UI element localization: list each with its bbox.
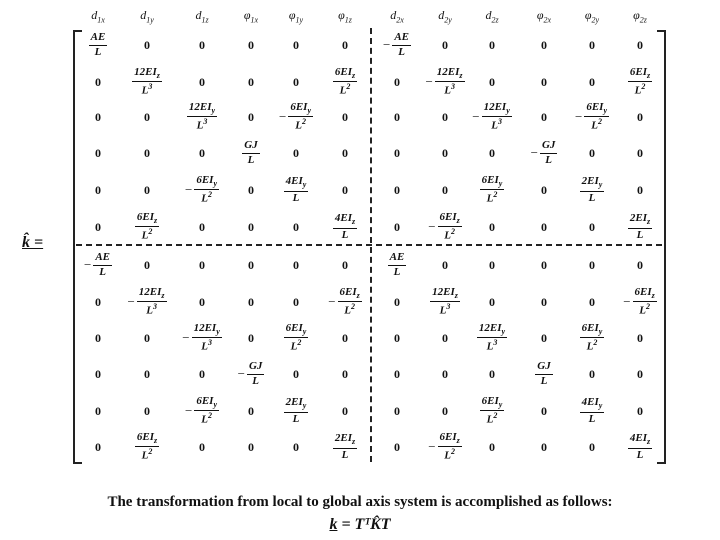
matrix-entry: 0 (541, 74, 547, 89)
matrix-entry: 0 (95, 109, 101, 124)
column-header: $d_{1z}$ (195, 8, 209, 25)
matrix-entry: 0 (199, 366, 205, 381)
column-header: $\varphi_{2x}$ (536, 8, 552, 25)
matrix-entry: 0 (144, 109, 150, 124)
matrix-entry: 0 (541, 182, 547, 197)
matrix-entry: 0 (589, 366, 595, 381)
matrix-entry: 0 (394, 182, 400, 197)
column-header: $d_{1y}$ (140, 8, 154, 25)
matrix-entry: − $\frac{12EI_y}{L^3}$ (472, 100, 510, 132)
matrix-entry: 0 (144, 182, 150, 197)
matrix-entry: 0 (342, 145, 348, 160)
equation-lhs: k (329, 516, 338, 533)
matrix-entry: 0 (589, 74, 595, 89)
matrix-entry: $\frac{12EI_z}{L^3}$ (134, 65, 160, 97)
matrix-entry: 0 (144, 37, 150, 52)
matrix-entry: 0 (248, 439, 254, 454)
matrix-entry: $\frac{4EI_y}{L}$ (581, 395, 603, 425)
matrix-entry: 0 (442, 257, 448, 272)
equation-rhs: = TᵀK̂T (341, 516, 391, 533)
matrix-entry: 0 (394, 74, 400, 89)
matrix-entry: $\frac{6EI_z}{L^2}$ (136, 430, 158, 462)
matrix-entry: 0 (589, 294, 595, 309)
matrix-entry: 0 (199, 37, 205, 52)
matrix-entry: 0 (394, 330, 400, 345)
matrix-entry: − $\frac{6EI_z}{L^2}$ (623, 285, 655, 317)
matrix-entry: $\frac{12EI_y}{L^3}$ (478, 321, 506, 353)
matrix-label: k̂ = (22, 234, 44, 251)
matrix-entry: 0 (541, 439, 547, 454)
matrix-entry: 0 (589, 219, 595, 234)
matrix-entry: $\frac{6EI_y}{L^2}$ (581, 321, 603, 353)
matrix-entry: 0 (394, 294, 400, 309)
matrix-entry: 0 (199, 74, 205, 89)
matrix-entry: 0 (342, 403, 348, 418)
matrix-entry: $\frac{4EI_y}{L}$ (285, 174, 307, 204)
matrix-entry: 0 (394, 219, 400, 234)
column-header: $d_{2z}$ (485, 8, 499, 25)
matrix-entry: $\frac{2EI_z}{L}$ (334, 431, 356, 461)
matrix-entry: 0 (637, 182, 643, 197)
matrix-entry: 0 (95, 74, 101, 89)
matrix-entry: 0 (637, 330, 643, 345)
matrix-entry: − $\frac{12EI_y}{L^3}$ (182, 321, 220, 353)
column-header: $d_{2x}$ (390, 8, 404, 25)
matrix-entry: 0 (489, 366, 495, 381)
matrix-entry: − $\frac{6EI_y}{L^2}$ (574, 100, 608, 132)
matrix-entry: 0 (637, 145, 643, 160)
matrix-entry: 0 (541, 330, 547, 345)
matrix-entry: 0 (342, 257, 348, 272)
matrix-entry: − $\frac{6EI_y}{L^2}$ (278, 100, 312, 132)
matrix-entry: 0 (342, 330, 348, 345)
matrix-entry: 0 (637, 37, 643, 52)
matrix-entry: 0 (541, 109, 547, 124)
matrix-entry: 0 (589, 439, 595, 454)
matrix-entry: $\frac{12EI_z}{L^3}$ (432, 285, 458, 317)
matrix-entry: 0 (144, 366, 150, 381)
matrix-entry: 0 (293, 294, 299, 309)
matrix-entry: $\frac{GJ}{L}$ (537, 359, 551, 387)
matrix-entry: 0 (442, 330, 448, 345)
matrix-entry: 0 (637, 366, 643, 381)
matrix-entry: 0 (95, 403, 101, 418)
matrix-entry: 0 (248, 109, 254, 124)
matrix-entry: 0 (144, 403, 150, 418)
matrix-entry: 0 (293, 439, 299, 454)
matrix-entry: $\frac{2EI_y}{L}$ (285, 395, 307, 425)
matrix-entry: $\frac{12EI_y}{L^3}$ (188, 100, 216, 132)
matrix-entry: 0 (248, 294, 254, 309)
matrix-entry: 0 (293, 74, 299, 89)
column-header: $d_{1x}$ (91, 8, 105, 25)
matrix-entry: 0 (293, 37, 299, 52)
matrix-entry: 0 (95, 294, 101, 309)
matrix-entry: 0 (541, 219, 547, 234)
matrix-entry: 0 (442, 182, 448, 197)
matrix-entry: 0 (199, 145, 205, 160)
matrix-entry: 0 (541, 294, 547, 309)
matrix-entry: − $\frac{6EI_z}{L^2}$ (328, 285, 360, 317)
matrix-entry: 0 (199, 294, 205, 309)
matrix-entry: 0 (248, 403, 254, 418)
matrix-entry: 0 (489, 439, 495, 454)
matrix-entry: $\frac{6EI_z}{L^2}$ (334, 65, 356, 97)
matrix-entry: 0 (394, 439, 400, 454)
matrix-entry: 0 (442, 403, 448, 418)
matrix-entry: 0 (589, 37, 595, 52)
matrix-entry: 0 (144, 257, 150, 272)
matrix-entry: 0 (95, 182, 101, 197)
matrix-entry: 0 (293, 219, 299, 234)
matrix-entry: 0 (442, 145, 448, 160)
matrix-entry: 0 (95, 366, 101, 381)
matrix-entry: 0 (95, 330, 101, 345)
matrix-entry: $\frac{6EI_z}{L^2}$ (136, 210, 158, 242)
matrix-entry: 0 (248, 182, 254, 197)
matrix-entry: $\frac{2EI_y}{L}$ (581, 174, 603, 204)
matrix-entry: 0 (95, 219, 101, 234)
matrix-entry: 0 (394, 145, 400, 160)
matrix-entry: 0 (442, 366, 448, 381)
matrix-entry: 0 (541, 403, 547, 418)
matrix-entry: − $\frac{12EI_z}{L^3}$ (127, 285, 165, 317)
matrix-entry: 0 (541, 257, 547, 272)
matrix-entry: − $\frac{GJ}{L}$ (530, 138, 556, 166)
matrix-entry: 0 (144, 330, 150, 345)
matrix-entry: 0 (199, 439, 205, 454)
matrix-entry: 0 (95, 439, 101, 454)
matrix-entry: 0 (248, 219, 254, 234)
matrix-entry: 0 (589, 145, 595, 160)
matrix-entry: $\frac{GJ}{L}$ (244, 138, 258, 166)
matrix-entry: 0 (199, 257, 205, 272)
matrix-entry: − $\frac{12EI_z}{L^3}$ (425, 65, 463, 97)
matrix-entry: $\frac{2EI_z}{L}$ (629, 211, 651, 241)
matrix-entry: $\frac{6EI_y}{L^2}$ (481, 173, 503, 205)
matrix-entry: 0 (637, 109, 643, 124)
matrix-entry: 0 (394, 366, 400, 381)
column-header: $\varphi_{1y}$ (288, 8, 304, 25)
matrix-entry: $\frac{4EI_z}{L}$ (629, 431, 651, 461)
matrix-entry: 0 (293, 145, 299, 160)
matrix-entry: 0 (589, 257, 595, 272)
matrix-entry: − $\frac{6EI_z}{L^2}$ (428, 430, 460, 462)
matrix-entry: − $\frac{6EI_z}{L^2}$ (428, 210, 460, 242)
matrix-entry: $\frac{6EI_y}{L^2}$ (285, 321, 307, 353)
matrix-entry: − $\frac{6EI_y}{L^2}$ (184, 394, 218, 426)
matrix-entry: − $\frac{AE}{L}$ (382, 30, 410, 58)
matrix-entry: $\frac{6EI_y}{L^2}$ (481, 394, 503, 426)
matrix-entry: 0 (293, 257, 299, 272)
column-header: $d_{2y}$ (438, 8, 452, 25)
matrix-entry: 0 (248, 37, 254, 52)
matrix-entry: 0 (95, 145, 101, 160)
matrix-entry: 0 (248, 74, 254, 89)
matrix-entry: − $\frac{6EI_y}{L^2}$ (184, 173, 218, 205)
column-header: $\varphi_{1z}$ (338, 8, 352, 25)
matrix-entry: $\frac{AE}{L}$ (90, 30, 106, 58)
column-header: $\varphi_{2y}$ (584, 8, 600, 25)
transformation-equation (0, 516, 720, 534)
matrix-entry: 0 (442, 109, 448, 124)
matrix-entry: 0 (342, 109, 348, 124)
matrix-entry: 0 (248, 330, 254, 345)
matrix-entry: 0 (489, 219, 495, 234)
matrix-entry: $\frac{6EI_z}{L^2}$ (629, 65, 651, 97)
matrix-entry: 0 (144, 145, 150, 160)
matrix-entry: 0 (637, 403, 643, 418)
matrix-entry: 0 (394, 109, 400, 124)
matrix-entry: 0 (489, 74, 495, 89)
matrix-entry: − $\frac{AE}{L}$ (83, 250, 111, 278)
matrix-entry: $\frac{AE}{L}$ (389, 250, 405, 278)
matrix-entry: 0 (342, 366, 348, 381)
matrix-entry: 0 (248, 257, 254, 272)
column-header: $\varphi_{2z}$ (633, 8, 647, 25)
matrix-entry: 0 (489, 257, 495, 272)
matrix-entry: 0 (442, 37, 448, 52)
matrix-entry: $\frac{4EI_z}{L}$ (334, 211, 356, 241)
column-header: $\varphi_{1x}$ (243, 8, 259, 25)
matrix-entry: − $\frac{GJ}{L}$ (237, 359, 263, 387)
matrix-entry: 0 (489, 37, 495, 52)
matrix-entry: 0 (489, 145, 495, 160)
matrix-entry: 0 (293, 366, 299, 381)
matrix-entry: 0 (541, 37, 547, 52)
matrix-entry: 0 (342, 182, 348, 197)
caption-text: The transformation from local to global axis system is accomplished as follows: (107, 494, 613, 510)
matrix-entry: 0 (199, 219, 205, 234)
matrix-entry: 0 (342, 37, 348, 52)
matrix-entry: 0 (637, 257, 643, 272)
matrix-entry: 0 (489, 294, 495, 309)
matrix-entry: 0 (394, 403, 400, 418)
